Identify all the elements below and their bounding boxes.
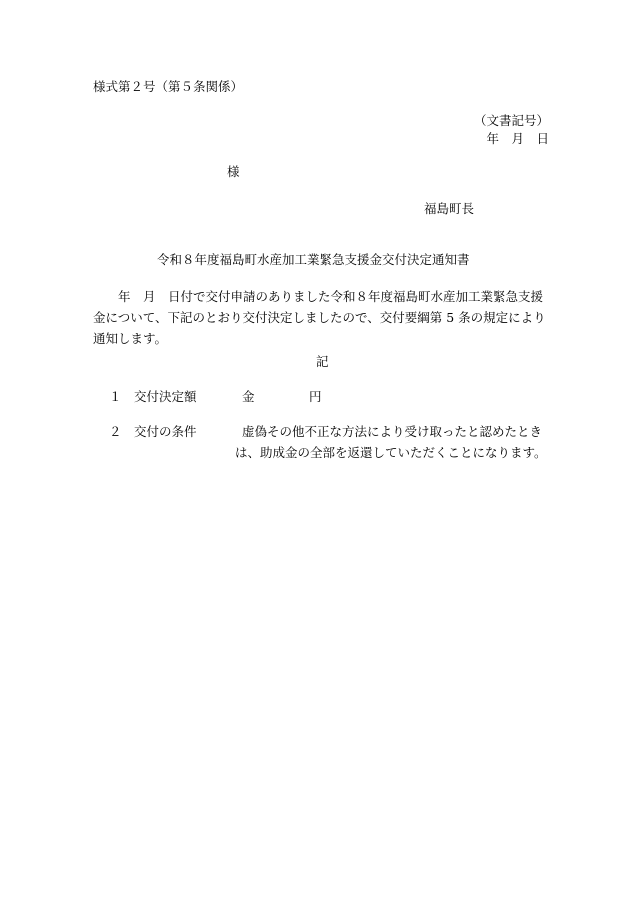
item-label: 交付の条件	[134, 424, 197, 439]
document-number-label: （文書記号）	[473, 113, 549, 128]
item-label: 交付決定額	[134, 389, 197, 404]
item-number: １	[109, 389, 122, 404]
document-title: 令和８年度福島町水産加工業緊急支援金交付決定通知書	[157, 252, 470, 267]
sender-name: 福島町長	[423, 201, 474, 216]
recipient-suffix: 様	[227, 164, 240, 179]
conditions-text: 虚偽その他不正な方法により受け取ったと認めたときは、助成金の全部を返還していただくことになります。	[235, 424, 547, 460]
body-paragraph: 年 月 日付で交付申請のありました令和８年度福島町水産加工業緊急支援金について、下記のとおり交付決定しましたので、交付要綱第 5 条の規定により通知します。	[93, 289, 546, 346]
amount-prefix: 金	[242, 389, 255, 404]
ki-heading: 記	[316, 354, 329, 369]
form-number: 様式第２号（第５条関係）	[93, 79, 244, 94]
amount-suffix: 円	[309, 389, 322, 404]
item-number: ２	[109, 424, 122, 439]
issue-date: 年 月 日	[486, 131, 549, 146]
